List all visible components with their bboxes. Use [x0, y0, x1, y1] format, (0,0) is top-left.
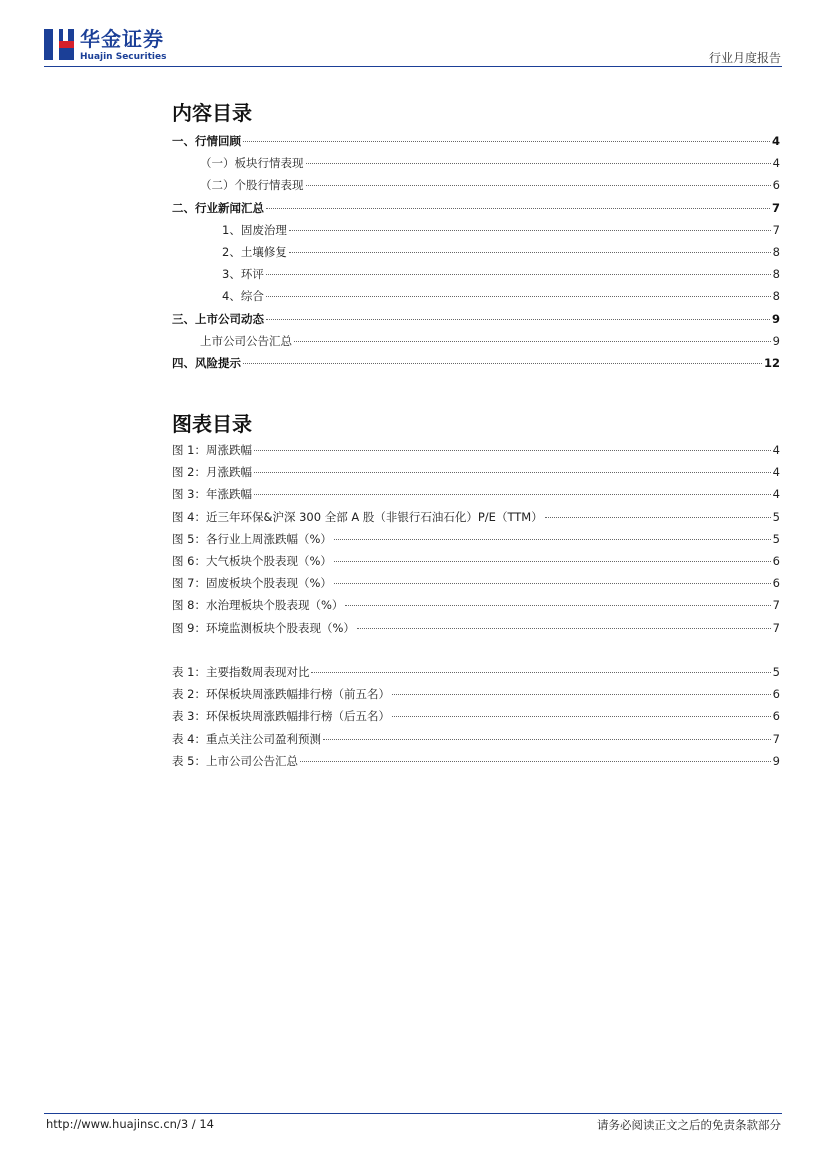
- dot-leader: [294, 341, 771, 342]
- logo-english-name: Huajin Securities: [80, 52, 167, 62]
- figure-entry-label: 图 6：大气板块个股表现（%）: [172, 553, 332, 568]
- dot-leader: [306, 163, 771, 164]
- figure-entry-page-number: 4: [772, 465, 780, 480]
- figure-entry-page-number: 5: [772, 509, 780, 524]
- toc-entry[interactable]: [172, 200, 780, 222]
- toc-entry[interactable]: [172, 333, 780, 355]
- figure-entry-page-number: 6: [772, 576, 780, 591]
- dot-leader: [254, 494, 771, 495]
- figure-entry-page-number: 7: [772, 598, 780, 613]
- figure-entry-label: 图 5：各行业上周涨跌幅（%）: [172, 531, 332, 546]
- dot-leader: [306, 185, 771, 186]
- toc-entry-page-number: 7: [772, 222, 780, 237]
- dot-leader: [289, 230, 771, 231]
- toc-entry[interactable]: [172, 177, 780, 199]
- table-entry-page-number: 9: [772, 753, 780, 768]
- figure-entry[interactable]: [172, 486, 780, 508]
- dot-leader: [266, 296, 771, 297]
- figure-entry-label: 图 8：水治理板块个股表现（%）: [172, 598, 344, 613]
- toc-entry-page-number: 9: [771, 311, 780, 326]
- table-entry[interactable]: [172, 686, 780, 708]
- figure-entry[interactable]: [172, 442, 780, 464]
- dot-leader: [334, 583, 771, 584]
- footer-divider: [44, 1113, 782, 1114]
- toc-entry-page-number: 12: [763, 355, 780, 370]
- dot-leader: [545, 517, 771, 518]
- dot-leader: [254, 472, 771, 473]
- figure-entry-page-number: 5: [772, 531, 780, 546]
- toc-entry-label: （二）个股行情表现: [200, 178, 304, 193]
- toc-entry[interactable]: [172, 311, 780, 333]
- table-entry-label: 表 4：重点关注公司盈利预测: [172, 731, 321, 746]
- dot-leader: [392, 694, 771, 695]
- figure-entry[interactable]: [172, 509, 780, 531]
- figure-entry-page-number: 4: [772, 487, 780, 502]
- figure-entry-page-number: 7: [772, 620, 780, 635]
- company-logo: [44, 28, 184, 64]
- footer-disclaimer: 请务必阅读正文之后的免责条款部分: [597, 1118, 781, 1132]
- table-entry-label: 表 1：主要指数周表现对比: [172, 665, 310, 679]
- dot-leader: [334, 561, 771, 562]
- dot-leader: [300, 761, 771, 762]
- dot-leader: [392, 716, 771, 717]
- table-entry[interactable]: [172, 664, 780, 686]
- table-entry-page-number: 6: [772, 687, 780, 702]
- figure-entry[interactable]: [172, 464, 780, 486]
- dot-leader: [243, 363, 762, 364]
- figure-entry-label: 图 4：近三年环保&沪深 300 全部 A 股（非银行石油石化）P/E（TTM）: [172, 509, 543, 524]
- toc-entry-page-number: 8: [772, 289, 780, 304]
- dot-leader: [323, 739, 771, 740]
- dot-leader: [254, 450, 771, 451]
- toc-entry-label: 三、上市公司动态: [172, 311, 264, 326]
- figure-entry[interactable]: [172, 620, 780, 642]
- figure-entry-label: 图 2：月涨跌幅: [172, 465, 252, 480]
- toc-entry[interactable]: [172, 288, 780, 310]
- toc-entry-label: 一、行情回顾: [172, 134, 241, 148]
- toc-entry-page-number: 9: [772, 333, 780, 348]
- toc-entry-page-number: 4: [772, 156, 780, 171]
- toc-entry-page-number: 4: [771, 134, 780, 148]
- footer-url[interactable]: http://www.huajinsc.cn/: [46, 1117, 181, 1131]
- toc-entry[interactable]: [172, 133, 780, 155]
- tables-list: [172, 664, 780, 775]
- dot-leader: [266, 319, 770, 320]
- figures-title: 图表目录: [172, 412, 252, 436]
- report-type: 行业月度报告: [708, 51, 781, 65]
- dot-leader: [266, 208, 770, 209]
- toc-entry-label: 2、土壤修复: [222, 244, 287, 259]
- toc-entry-label: 上市公司公告汇总: [200, 333, 292, 348]
- dot-leader: [289, 252, 771, 253]
- table-entry-page-number: 6: [772, 709, 780, 724]
- dot-leader: [357, 628, 771, 629]
- dot-leader: [266, 274, 771, 275]
- figures-list: [172, 442, 780, 642]
- toc-entry[interactable]: [172, 155, 780, 177]
- figure-entry[interactable]: [172, 531, 780, 553]
- toc-entry-page-number: 7: [771, 200, 780, 215]
- figure-entry[interactable]: [172, 553, 780, 575]
- figure-entry-page-number: 6: [772, 553, 780, 568]
- figure-entry[interactable]: [172, 597, 780, 619]
- toc-entry[interactable]: [172, 222, 780, 244]
- toc-entry-page-number: 6: [772, 178, 780, 193]
- figure-entry-label: 图 3：年涨跌幅: [172, 487, 252, 502]
- figure-entry-page-number: 4: [772, 443, 780, 457]
- figure-entry[interactable]: [172, 575, 780, 597]
- logo-chinese-name: 华金证券: [80, 27, 164, 51]
- footer-page-number: 3 / 14: [180, 1117, 214, 1131]
- toc-title: 内容目录: [172, 101, 252, 125]
- figure-entry-label: 图 7：固废板块个股表现（%）: [172, 576, 332, 591]
- toc-entry[interactable]: [172, 355, 780, 377]
- table-entry[interactable]: [172, 708, 780, 730]
- table-entry-label: 表 2：环保板块周涨跌幅排行榜（前五名）: [172, 687, 390, 702]
- table-entry[interactable]: [172, 753, 780, 775]
- table-entry-label: 表 5：上市公司公告汇总: [172, 753, 298, 768]
- toc-list: [172, 133, 780, 377]
- toc-entry-label: （一）板块行情表现: [200, 156, 304, 171]
- toc-entry-label: 四、风险提示: [172, 355, 241, 370]
- toc-entry[interactable]: [172, 266, 780, 288]
- toc-entry-label: 3、环评: [222, 267, 264, 282]
- dot-leader: [345, 605, 770, 606]
- dot-leader: [334, 539, 771, 540]
- toc-entry-page-number: 8: [772, 244, 780, 259]
- figure-entry-label: 图 1：周涨跌幅: [172, 443, 252, 457]
- table-entry-page-number: 7: [772, 731, 780, 746]
- dot-leader: [243, 141, 770, 142]
- header-divider: [44, 66, 782, 67]
- table-entry[interactable]: [172, 731, 780, 753]
- toc-entry-label: 二、行业新闻汇总: [172, 200, 264, 215]
- table-entry-page-number: 5: [772, 665, 780, 679]
- dot-leader: [311, 672, 770, 673]
- toc-entry-label: 1、固废治理: [222, 222, 287, 237]
- toc-entry-label: 4、综合: [222, 289, 264, 304]
- figure-entry-label: 图 9：环境监测板块个股表现（%）: [172, 620, 355, 635]
- toc-entry-page-number: 8: [772, 267, 780, 282]
- table-entry-label: 表 3：环保板块周涨跌幅排行榜（后五名）: [172, 709, 390, 724]
- toc-entry[interactable]: [172, 244, 780, 266]
- footer-url-page: [46, 1117, 214, 1131]
- logo-mark-icon: [44, 29, 74, 60]
